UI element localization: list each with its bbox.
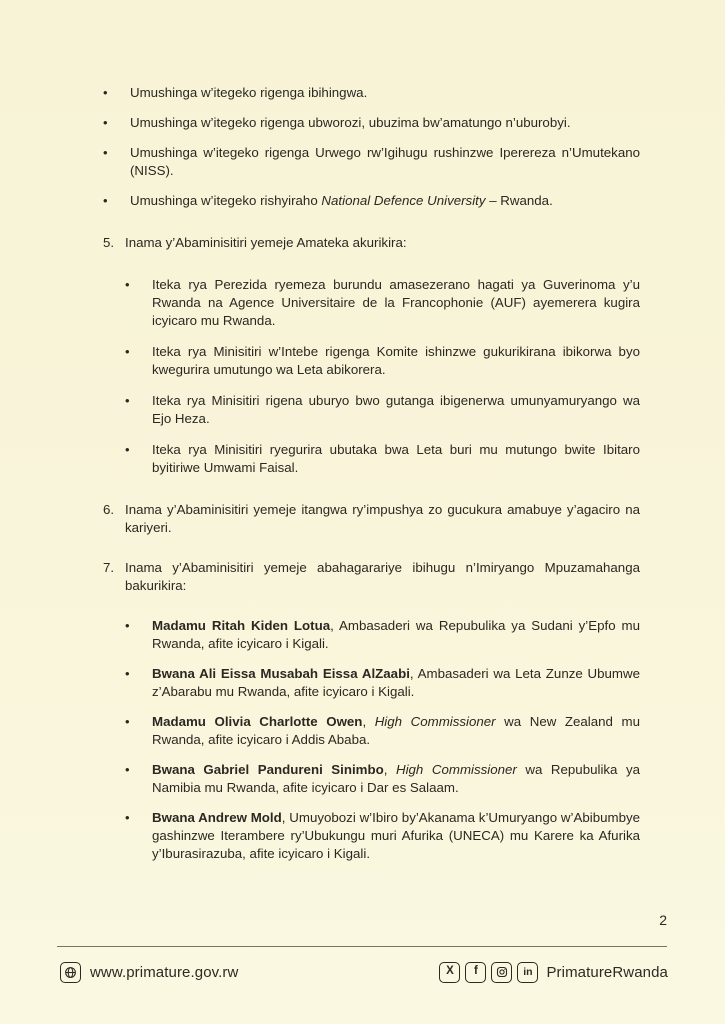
list-item [103, 114, 640, 132]
appointee-text: Bwana Ali Eissa Musabah Eissa AlZaabi, Ambasaderi wa Leta Zunze Ubumwe z’Abarabu mu Rwanda, afite icyicaro i Kigali. [152, 666, 640, 699]
bullet-icon: • [125, 393, 130, 408]
section-7 [103, 559, 640, 863]
bullet-icon: • [125, 618, 130, 633]
list-item [125, 761, 640, 797]
footer [60, 958, 668, 986]
list-item [125, 617, 640, 653]
list-item [125, 809, 640, 863]
decree-text: Iteka rya Minisitiri ryegurira ubutaka bwa Leta buri mu mutungo bwite Ibitaro byitiriwe Umwami Faisal. [152, 442, 640, 475]
section-6 [103, 501, 640, 537]
appointee-name: Madamu Ritah Kiden Lotua [152, 618, 331, 633]
bullet-icon: • [125, 714, 130, 729]
list-item [103, 192, 640, 210]
website-link[interactable] [60, 962, 238, 983]
bill-text: Umushinga w’itegeko rigenga ubworozi, ubuzima bw’amatungo n’uburobyi. [130, 115, 571, 130]
item-number: 5. [103, 235, 115, 250]
decree-list [125, 276, 640, 477]
bullet-icon: • [103, 193, 108, 208]
social-links [439, 962, 668, 983]
appointee-text: Madamu Olivia Charlotte Owen, High Commissioner wa New Zealand mu Rwanda, afite icyicaro i Addis Ababa. [152, 714, 640, 747]
list-item [103, 84, 640, 102]
linkedin-icon[interactable]: in [517, 962, 538, 983]
appointee-name: Bwana Ali Eissa Musabah Eissa AlZaabi [152, 666, 410, 681]
appointee-text: Bwana Gabriel Pandureni Sinimbo, High Commissioner wa Repubulika ya Namibia mu Rwanda, afite icyicaro i Dar es Salaam. [152, 762, 641, 795]
bill-text: Umushinga w’itegeko rigenga ibihingwa. [130, 85, 368, 100]
list-item [125, 665, 640, 701]
italic-title: High Commissioner [374, 714, 496, 729]
italic-title: High Commissioner [395, 762, 517, 777]
instagram-icon[interactable] [491, 962, 512, 983]
list-item [125, 276, 640, 330]
bill-text: Umushinga w’itegeko rigenga Urwego rw’Igihugu rushinzwe Iperereza n’Umutekano (NISS). [130, 145, 640, 178]
x-twitter-icon[interactable]: X [439, 962, 460, 983]
page-number: 2 [659, 912, 667, 928]
italic-term: National Defence University [321, 193, 486, 208]
list-item [103, 144, 640, 180]
decree-text: Iteka rya Minisitiri w’Intebe rigenga Komite ishinzwe gukurikirana ibikorwa byo kwegurira umutungo wa Leta abikorera. [152, 344, 640, 377]
bullet-icon: • [125, 810, 130, 825]
section-5-heading: 5. Inama y’Abaminisitiri yemeje Amateka akurikira: [103, 235, 407, 250]
bill-text: Umushinga w’itegeko rishyiraho National Defence University – Rwanda. [130, 193, 553, 208]
document-body [103, 0, 640, 875]
list-item [125, 441, 640, 477]
bullet-icon: • [103, 145, 108, 160]
decree-text: Iteka rya Perezida ryemeza burundu amasezerano hagati ya Guverinoma y’u Rwanda na Agence Universitaire de la Francophonie (AUF) ayemerera kugira icyicaro mu Rwanda. [152, 277, 640, 328]
item-number: 7. [103, 560, 115, 575]
appointee-name: Bwana Gabriel Pandureni Sinimbo [152, 762, 384, 777]
bullet-icon: • [125, 666, 130, 681]
footer-divider [57, 946, 667, 947]
bullet-icon: • [125, 442, 130, 457]
appointee-text: Bwana Andrew Mold, Umuyobozi w’Ibiro by’Akanama k’Umuryango w’Abibumbye gashinzwe Iterambere ry’Ubukungu muri Afurika (UNECA) mu Karere ka Afurika y’Iburasirazuba, afite icyicaro i Kigali. [152, 810, 641, 861]
bullet-icon: • [125, 762, 130, 777]
bullet-icon: • [125, 277, 130, 292]
section-7-heading: 7. Inama y’Abaminisitiri yemeje abahagarariye ibihugu n’Imiryango Mpuzamahanga bakurikira: [103, 560, 640, 593]
list-item [125, 343, 640, 379]
section-5 [103, 234, 640, 477]
decree-text: Iteka rya Minisitiri rigena uburyo bwo gutanga ibigenerwa umunyamuryango wa Ejo Heza. [152, 393, 640, 426]
website-url[interactable]: www.primature.gov.rw [90, 963, 239, 981]
facebook-icon[interactable]: f [465, 962, 486, 983]
globe-icon [60, 962, 81, 983]
item-number: 6. [103, 502, 115, 517]
section-6-text: 6. Inama y’Abaminisitiri yemeje itangwa ry’impushya zo gucukura amabuye y’agaciro na kariyeri. [103, 502, 640, 535]
bill-list [103, 84, 640, 210]
appointee-text: Madamu Ritah Kiden Lotua, Ambasaderi wa Repubulika ya Sudani y’Epfo mu Rwanda, afite icyicaro i Kigali. [152, 618, 640, 651]
appointee-name: Madamu Olivia Charlotte Owen [152, 714, 363, 729]
list-item [125, 713, 640, 749]
appointee-name: Bwana Andrew Mold [152, 810, 282, 825]
list-item [125, 392, 640, 428]
appointee-list [125, 617, 640, 863]
social-handle[interactable]: PrimatureRwanda [546, 963, 668, 981]
bullet-icon: • [103, 115, 108, 130]
bullet-icon: • [103, 85, 108, 100]
bullet-icon: • [125, 344, 130, 359]
